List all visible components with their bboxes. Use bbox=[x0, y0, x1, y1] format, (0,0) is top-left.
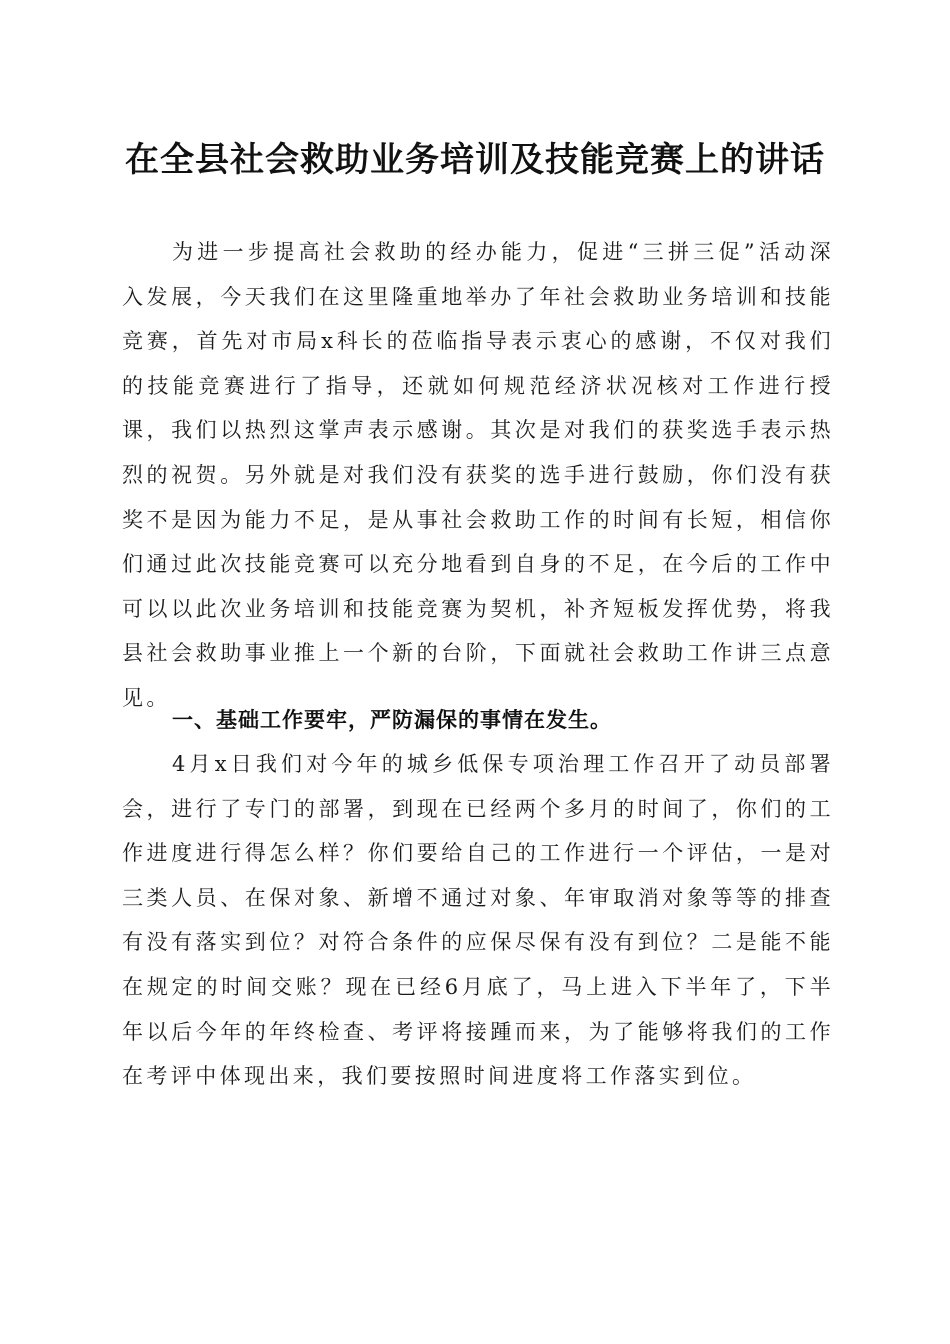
intro-paragraph: 为进一步提高社会救助的经办能力，促进“三拼三促”活动深入发展，今天我们在这里隆重地举办了年社会救助业务培训和技能竞赛，首先对市局x科长的莅临指导表示衷心的感谢，不仅对我们的技能竞赛进行了指导，还就如何规范经济状况核对工作进行授课，我们以热烈这掌声表示感谢。其次是对我们的获奖选手表示热烈的祝贺。另外就是对我们没有获奖的选手进行鼓励，你们没有获奖不是因为能力不足，是从事社会救助工作的时间有长短，相信你们通过此次技能竞赛可以充分地看到自身的不足，在今后的工作中可以以此次业务培训和技能竞赛为契机，补齐短板发挥优势，将我县社会救助事业推上一个新的台阶，下面就社会救助工作讲三点意见。 bbox=[122, 240, 834, 710]
document-title: 在全县社会救助业务培训及技能竞赛上的讲话 bbox=[125, 140, 825, 180]
section-paragraph: 4月x日我们对今年的城乡低保专项治理工作召开了动员部署会，进行了专门的部署，到现在已经两个多月的时间了，你们的工作进度进行得怎么样？你们要给自己的工作进行一个评估，一是对三类人员、在保对象、新增不通过对象、年审取消对象等等的排查有没有落实到位？对符合条件的应保尽保有没有到位？二是能不能在规定的时间交账？现在已经6月底了，马上进入下半年了，下半年以后今年的年终检查、考评将接踵而来，为了能够将我们的工作在考评中体现出来，我们要按照时间进度将工作落实到位。 bbox=[122, 752, 834, 1089]
section-heading: 一、基础工作要牢，严防漏保的事情在发生。 bbox=[172, 708, 612, 732]
